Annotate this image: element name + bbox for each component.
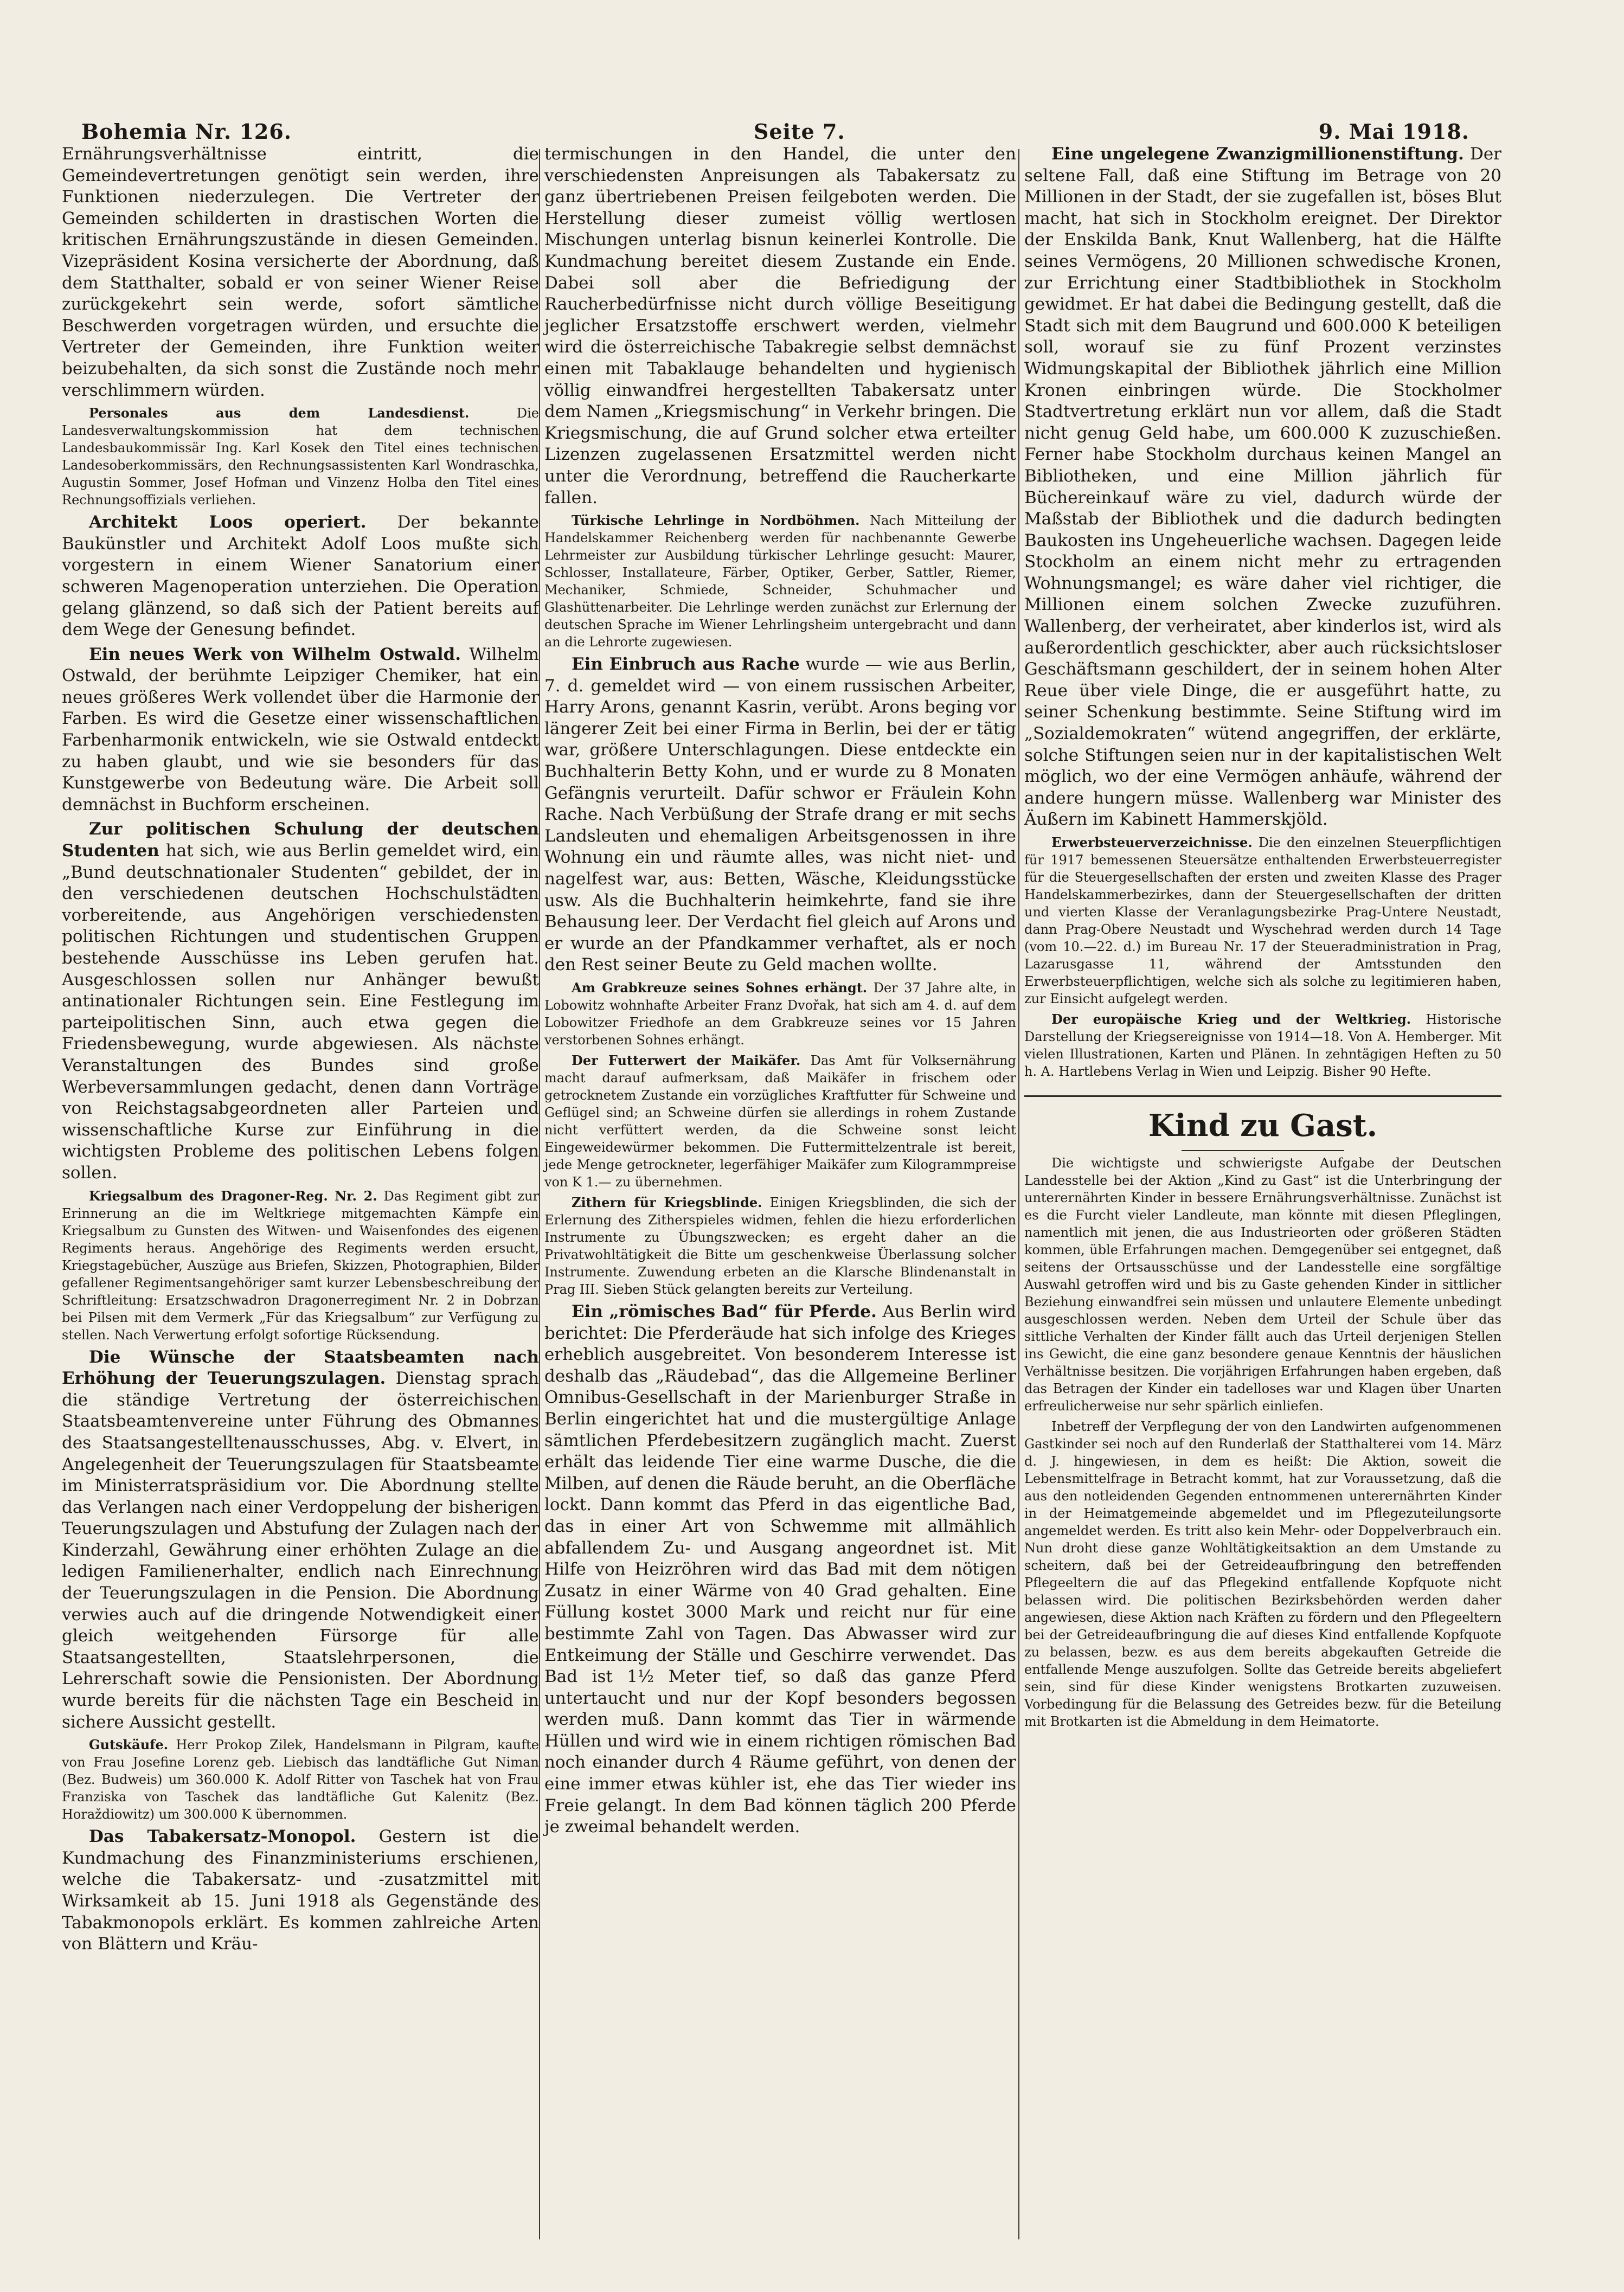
article [62,1736,539,1823]
article-text: Aus Berlin wird berichtet: Die Pferderäude hat sich infolge des Krieges erheblich ausgebreitet. Von besonderem Interesse ist deshalb das „Räudebad“, das die Allgemeine Berliner Omnibus-Gesellschaft in der Marienburger Straße in Berlin eingerichtet hat und die mustergültige Anlage sämtlichen Pferdebesitzern zugänglich macht. Zuerst erhält das leidende Tier eine warme Dusche, die die Milben, auf denen die Räude beruht, an die Oberfläche lockt. Dann kommt das Pferd in das eigentliche Bad, das in einer Art von Schwemme mit allmählich abfallendem Zu- und Ausgang angeordnet ist. Mit Hilfe von Heizröhren wird das Bad mit dem nötigen Zusatz in einer Wärme von 40 Grad gehalten. Eine Füllung kostet 3000 Mark und reicht nur für eine bestimmte Zahl von Tagen. Das Abwasser wird zur Entkeimung der Ställe und Geschirre verwendet. Das Bad ist 1½ Meter tief, so daß das ganze Pferd untertaucht und nur der Kopf besonders begossen werden muß. Dann kommt das Tier in wärmende Hüllen und wird wie in einem richtigen römischen Bad noch einander durch 4 Räume geführt, von denen der eine immer etwas kühler ist, ehe das Tier wieder ins Freie gelangt. In dem Bad können täglich 200 Pferde je zweimal behandelt werden. [544,1302,1017,1837]
article-headline: Der europäische Krieg und der Weltkrieg. [1051,1011,1411,1027]
paper-issue: Bohemia Nr. 126. [81,119,292,144]
article-headline: Zur politischen Schulung der deutschen Studenten [62,819,539,861]
article-headline: Ein Einbruch aus Rache [572,654,800,675]
article [62,644,539,816]
article-text: Der seltene Fall, daß eine Stiftung im Betrage von 20 Millionen in der Stadt, der sie zugefallen ist, böses Blut macht, hat sich in Stockholm ereignet. Der Direktor der Enskilda Bank, Knut Wallenberg, hat die Hälfte seines Vermögens, 20 Millionen schwedische Kronen, zur Errichtung einer Stadtbibliothek in Stockholm gewidmet. Er hat dabei die Bedingung gestellt, daß die Stadt sich mit dem Baugrund und 600.000 K beteiligen soll, worauf sie zu fünf Prozent verzinstes Widmungskapital der Bibliothek jährlich eine Million Kronen einbringen würde. Die Stockholmer Stadtvertretung erklärt nun vor allem, daß die Stadt nicht genug Geld habe, um 600.000 K zuzuschießen. Ferner habe Stockholm durchaus keinen Mangel an Bibliotheken, und eine Million jährlich für Büchereinkauf wäre zu viel, dadurch würde der Maßstab der Bibliothek und die dadurch bedingten Baukosten ins Ungeheuerliche wachsen. Dagegen leide Stockholm an einem nicht mehr zu ertragenden Wohnungsmangel; es wäre daher viel richtiger, die Millionen einem solchen Zwecke zuzuführen. Wallenberg, der verheiratet, aber kinderlos ist, wird als außerordentlich geschickter, aber auch rücksichtsloser Geschäftsmann geschildert, der in seinem hohen Alter Reue über viele Dinge, die er ausgeführt hatte, zu seiner Schenkung bestimmte. Seine Stiftung wird im „Sozialdemokraten“ wütend angegriffen, der erklärte, solche Stiftungen seien nur in der kapitalistischen Welt möglich, wo der eine Vermögen anhäufe, während der andere hungern müsse. Wallenberg war Minister des Äußern im Kabinett Hammerskjöld. [1024,144,1501,830]
article-text: Ernährungsverhältnisse eintritt, die Gemeindevertretungen genötigt sein werden, ihre Funktionen niederzulegen. Die Vertreter der Gemeinden schilderten in drastischen Worten die kritischen Ernährungszustände in diesen Gemeinden. Vizepräsident Kosina versicherte der Abordnung, daß dem Statthalter, sobald er von seiner Wiener Reise zurückgekehrt sein werde, sofort sämtliche Beschwerden vorgetragen würden, und ersuchte die Vertreter der Gemeinden, ihre Funktion weiter beizubehalten, da sich sonst die Zustände noch mehr verschlimmern würden. [62,144,539,400]
article [544,979,1016,1049]
article-text: Das Regiment gibt zur Erinnerung an die im Weltkriege mitgemachten Kämpfe ein Kriegsalbum zu Gunsten des Witwen- und Waisenfondes des eigenen Regiments heraus. Angehörige des Regiments werden ersucht, Kriegstagebücher, Auszüge aus Briefen, Skizzen, Photographien, Bilder gefallener Regimentsangehöriger samt kurzer Lebensbeschreibung der Schriftleitung: Ersatzschwadron Dragonerregiment Nr. 2 in Dobrzan bei Pilsen mit dem Vermerk „Für das Kriegsalbum“ zur Verfügung zu stellen. Nach Verwertung erfolgt sofortige Rücksendung. [62,1188,539,1343]
column-2 [542,144,1018,2239]
article [544,512,1016,651]
section-divider [1024,1095,1501,1097]
article-text: Der 37 Jahre alte, in Lobowitz wohnhafte Arbeiter Franz Dvořak, hat sich am 4. d. auf dem Lobowitzer Friedhofe an dem Grabkreuze seines vor 15 Jahren verstorbenen Sohnes erhängt. [544,980,1016,1048]
page-number: Seite 7. [754,119,845,144]
column-3-articles [1024,144,1501,1080]
article-text: Dienstag sprach die ständige Vertretung der österreichischen Staatsbeamtenvereine unter Führung des Obmannes des Staatsangestelltenausschusses, Abg. v. Elvert, in Angelegenheit der Teuerungszulagen für Staatsbeamte im Ministerratspräsidium vor. Die Abordnung stellte das Verlangen nach einer Verdoppelung der bisherigen Teuerungszulagen und Abstufung der Zulagen nach der Kinderzahl, Gewährung einer erhöhten Zulage an die ledigen Familienerhalter, endlich nach Einrechnung der Teuerungszulagen in die Pension. Die Abordnung verwies auch auf die dringende Notwendigkeit einer gleich weitgehenden Fürsorge für alle Staatsangestellten, Staatslehrpersonen, die Lehrerschaft sowie die Pensionisten. Der Abordnung wurde bereits für die nächsten Tage ein Bescheid in sichere Aussicht gestellt. [62,1369,539,1732]
article-text: hat sich, wie aus Berlin gemeldet wird, ein „Bund deutschnationaler Studenten“ gebildet, der in den verschiedenen deutschen Hochschulstädten vorbereitende, aus Angehörigen verschiedensten politischen Richtungen und studentischen Gruppen bestehende Ausschüsse ins Leben gerufen hat. Ausgeschlossen sollen nur Anhänger bewußt antinationaler Richtungen sein. Eine Festlegung im parteipolitischen Sinn, auch etwa gegen die Friedensbewegung, wurde abgewiesen. Als nächste Veranstaltungen des Bundes sind große Werbeversammlungen gedacht, denen dann Vorträge von Reichstagsabgeordneten aller Parteien und wissenschaftliche Kurse zur Einführung in die wichtigsten Probleme des politischen Lebens folgen sollen. [62,841,539,1183]
kind-zu-gast-paragraph: Die wichtigste und schwierigste Aufgabe der Deutschen Landesstelle bei der Aktion „Kind zu Gast“ ist die Unterbringung der unterernährten Kinder in bessere Ernährungsverhältnisse. Zunächst ist es die Furcht vieler Landleute, man könnte mit diesen Pfleglingen, namentlich mit jenen, die aus Industrieorten oder größeren Städten kommen, üble Erfahrungen machen. Demgegenüber sei entgegnet, daß seitens der Ortsausschüsse und der Landesstelle eine sorgfältige Auswahl getroffen wird und bis zu Gaste gehenden Kinder in sittlicher Beziehung einwandfrei sein müssen und unlautere Elemente unbedingt ausgeschlossen werden. Neben dem Urteil der Schule über das sittliche Verhalten der Kinder fällt auch das Urteil derjenigen Stellen ins Gewicht, die eine ganz besondere genaue Kenntnis der häuslichen Verhältnisse besitzen. Die vorjährigen Erfahrungen haben ergeben, daß das Betragen der Kinder ein tadelloses war und Klagen über Unarten erfreulicherweise nur sehr spärlich einliefen. [1024,1155,1501,1414]
article [544,1052,1016,1191]
article [544,654,1016,976]
article [1024,1011,1501,1080]
article-headline: Die Wünsche der Staatsbeamten nach Erhöhung der Teuerungszulagen. [62,1347,539,1389]
article-text: Die Landesverwaltungskommission hat dem technischen Landesbaukommissär Ing. Karl Kosek den Titel eines technischen Landesoberkommissärs, den Rechnungsassistenten Karl Wondraschka, Augustin Sommer, Josef Hofman und Vinzenz Holba den Titel eines Rechnungsoffizials verliehen. [62,406,539,508]
article-headline: Ein neues Werk von Wilhelm Ostwald. [89,644,461,664]
article-headline: Eine ungelegene Zwanzigmillionenstiftung. [1051,144,1464,164]
article-headline: Zithern für Kriegsblinde. [572,1195,762,1210]
article-text: Das Amt für Volksernährung macht darauf aufmerksam, daß Maikäfer in frischem oder getrocknetem Zustande ein vorzügliches Kraftfutter für Schweine und Geflügel sind; an Schweine dürfen sie allerdings in rohem Zustande nicht verfüttert werden, da die Schweine sonst leicht Eingeweidewürmer bekommen. Die Futtermittelzentrale ist bereit, jede Menge getrockneter, legerfähiger Maikäfer zum Kilogrammpreise von K 1.— zu übernehmen. [544,1053,1017,1190]
article-text: Der bekannte Baukünstler und Architekt Adolf Loos mußte sich vorgestern in einem Wiener Sanatorium einer schweren Magenoperation unterziehen. Die Operation gelang glänzend, so daß sich der Patient bereits auf dem Wege der Genesung befindet. [62,512,539,640]
kind-zu-gast-title: Kind zu Gast. [1148,1108,1378,1144]
article-headline: Ein „römisches Bad“ für Pferde. [572,1302,877,1321]
article [544,1194,1016,1298]
article-text: wurde — wie aus Berlin, 7. d. gemeldet wird — von einem russischen Arbeiter, Harry Arons, genannt Kasrin, verübt. Arons beging vor längerer Zeit bei einer Firma in Berlin, bei der er tätig war, größere Unterschlagungen. Diese entdeckte ein Buchhalterin Betty Kohn, und er wurde zu 8 Monaten Gefängnis verurteilt. Dafür schwor er Fräulein Kohn Rache. Nach Verbüßung der Strafe drang er mit sechs Landsleuten und ehemaligen Arbeitsgenossen in ihre Wohnung ein und räumte alles, was nicht niet- und nagelfest war, aus: Betten, Wäsche, Kleidungsstücke usw. Als die Buchhalterin heimkehrte, fand sie ihre Behausung leer. Der Verdacht fiel gleich auf Arons und er wurde an der Pfandkammer verhaftet, als er noch den Rest seiner Beute zu Geld machen wollte. [544,654,1016,975]
issue-date: 9. Mai 1918. [1318,119,1469,144]
article-text: Nach Mitteilung der Handelskammer Reichenberg werden für nachbenannte Gewerbe Lehrmeister zur Ausbildung türkischer Lehrlinge gesucht: Maurer, Schlosser, Installateure, Färber, Optiker, Gerber, Sattler, Riemer, Mechaniker, Schmiede, Schneider, Schuhmacher und Glashüttenarbeiter. Die Lehrlinge werden zunächst zur Erlernung der deutschen Sprache im Wiener Lehrlingsheim untergebracht und dann an die Lehrorte zugewiesen. [544,513,1017,650]
title-underline [1182,1150,1344,1151]
article-text: Die den einzelnen Steuerpflichtigen für 1917 bemessenen Steuersätze enthaltenden Erwerbsteuerregister für die Steuergesellschaften der ersten und zweiten Klasse des Prager Handelskammerbezirkes, dann der Steuergesellschaften der dritten und vierten Klasse der Veranlagungsbezirke Prag-Untere Neustadt, dann Prag-Obere Neustadt und Wyschehrad werden durch 14 Tage (vom 10.—22. d.) im Bureau Nr. 17 der Steueradministration in Prag, Lazarusgasse 11, während der Amtsstunden den Erwerbsteuerpflichtigen, welche sich als solche zu legitimieren haben, zur Einsicht aufgelegt werden. [1024,835,1501,1006]
kind-zu-gast-paragraph: Inbetreff der Verpflegung der von den Landwirten aufgenommenen Gastkinder sei noch auf den Runderlaß der Statthalterei vom 14. März d. J. hingewiesen, in dem es heißt: Die Aktion, soweit die Lebensmittelfrage in Betracht kommt, hat zur Voraussetzung, daß die aus den notleidenden Gegenden entnommenen unterernährten Kinder in der Heimatgemeinde abgemeldet und im Pflegezuteilungsorte angemeldet werden. Es tritt also kein Mehr- oder Doppelverbrauch ein. Nun droht diese ganze Wohltätigkeitsaktion an dem Umstande zu scheitern, daß bei der Getreideaufbringung den betreffenden Pflegeeltern die auf das Pflegekind entfallende Kopfquote nicht belassen wird. Die politischen Bezirksbehörden werden daher angewiesen, diese Aktion nach Kräften zu fördern und den Pflegeeltern bei der Getreideaufbringung die auf dieses Kind entfallende Kopfquote zu belassen, bezw. es aus dem bereits abgekauften Getreide die entfallende Menge auszufolgen. Sollte das Getreide bereits abgeliefert sein, sind für diese Kinder wenigstens Brotkarten zuzuweisen. Vorbedingung für die Belassung des Getreides bezw. für die Beteilung mit Brotkarten ist die Abmeldung in dem Heimatorte. [1024,1419,1501,1729]
article [62,405,539,509]
article-text: Wilhelm Ostwald, der berühmte Leipziger Chemiker, hat ein neues größeres Werk vollendet über die Harmonie der Farben. Es wird die Gesetze einer wissenschaftlichen Farbenharmonik entwickeln, wie sie Ostwald entdeckt zu haben glaubt, und wie sie besonders für das Kunstgewerbe von Bedeutung wäre. Die Arbeit soll demnächst in Buchform erscheinen. [62,644,539,814]
column-divider [1018,149,1019,2239]
article [62,1826,539,1955]
column-3 [1022,144,1504,2239]
article-headline: Der Futterwert der Maikäfer. [572,1052,801,1068]
article [62,1187,539,1344]
article-headline: Architekt Loos operiert. [89,512,367,532]
article-text: Gestern ist die Kundmachung des Finanzministeriums erschienen, welche die Tabakersatz- und -zusatzmittel mit Wirksamkeit ab 15. Juni 1918 als Gegenstände des Tabakmonopols erklärt. Es kommen zahlreiche Arten von Blättern und Kräu- [62,1827,540,1954]
column-1 [60,144,541,2239]
article-headline: Am Grabkreuze seines Sohnes erhängt. [572,980,868,996]
article-headline: Personales aus dem Landesdienst. [89,405,470,421]
article [1024,144,1501,831]
article [1024,834,1501,1007]
article [544,144,1016,509]
article [62,1347,539,1734]
article-headline: Erwerbsteuerverzeichnisse. [1051,834,1253,850]
article-headline: Das Tabakersatz-Monopol. [89,1827,356,1847]
article-text: termischungen in den Handel, die unter den verschiedensten Anpreisungen als Tabakersatz zu ganz übertriebenen Preisen feilgeboten werden. Die Herstellung dieser zumeist völlig wertlosen Mischungen unterlag bisnun keinerlei Kontrolle. Die Kundmachung bereitet diesem Zustande ein Ende. Dabei soll aber die Befriedigung der Raucherbedürfnisse nicht durch völlige Beseitigung jeglicher Ersatzstoffe erschwert werden, vielmehr wird die österreichische Tabakregie selbst demnächst einen mit Tabaklauge behandelten und hygienisch völlig einwandfrei hergestellten Tabakersatz unter dem Namen „Kriegsmischung“ in Verkehr bringen. Die Kriegsmischung, die auf Grund solcher etwa erteilter Lizenzen zugelassenen Ersatzmittel werden nicht unter die Verordnung, betreffend die Raucherkarte fallen. [544,144,1016,508]
article-text: Herr Prokop Zilek, Handelsmann in Pilgram, kaufte von Frau Josefine Lorenz geb. Liebisch das landtäfliche Gut Niman (Bez. Budweis) um 360.000 K. Adolf Ritter von Taschek hat von Frau Franziska von Taschek das landtäfliche Gut Kalenitz (Bez. Horaždiowitz) um 300.000 K übernommen. [62,1737,539,1822]
article-headline: Kriegsalbum des Dragoner-Reg. Nr. 2. [89,1187,377,1204]
kind-zu-gast-body [1024,1154,1501,1730]
article-text: Historische Darstellung der Kriegsereignisse von 1914—18. Von A. Hemberger. Mit vielen Illustrationen, Karten und Plänen. In zehntägigen Heften zu 50 h. A. Hartlebens Verlag in Wien und Leipzig. Bisher 90 Hefte. [1024,1012,1501,1079]
article-text: Einigen Kriegsblinden, die sich der Erlernung des Zitherspieles widmen, fehlen die hiezu erforderlichen Instrumente zu Übungszwecken; es ergeht daher an die Privatwohltätigkeit die Bitte um geschenkweise Überlassung solcher Instrumente. Zuwendung erbeten an die Klarsche Blindenanstalt in Prag III. Sieben Stück gelangten bereits zur Verteilung. [544,1195,1016,1297]
page-header [60,98,1491,146]
article [544,1301,1016,1838]
article-headline: Türkische Lehrlinge in Nordböhmen. [572,512,860,529]
article [62,144,539,401]
article [62,819,539,1184]
newspaper-page [60,81,1501,2250]
article-headline: Gutskäufe. [89,1737,169,1753]
article [62,512,539,641]
